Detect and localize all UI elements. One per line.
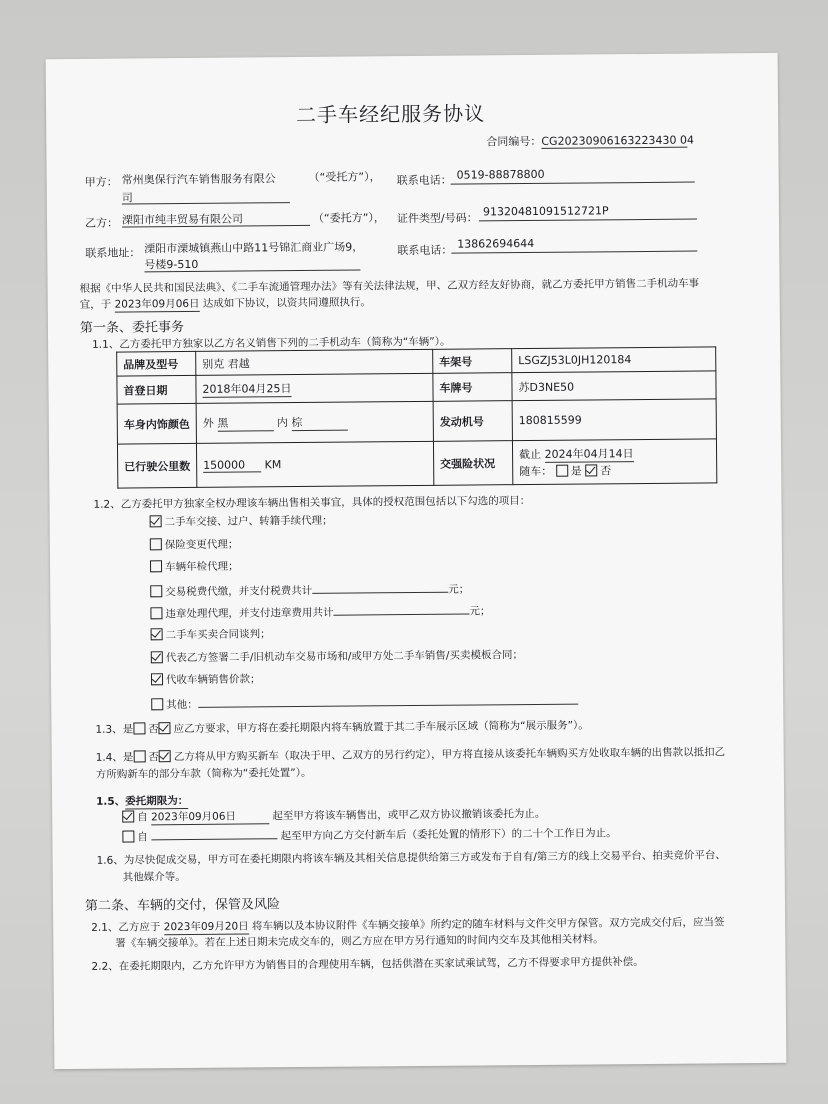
party-b-label: 乙方：: [84, 216, 119, 230]
contract-number-label: 合同编号：: [486, 134, 542, 149]
address-line1: 溧阳市溧城镇燕山中路11号锦汇商业广场9，: [144, 240, 364, 256]
amount-blank[interactable]: [312, 580, 448, 594]
authorization-label: 车辆年检代理；: [164, 560, 239, 574]
clause-1-3-yes-checkbox[interactable]: [133, 722, 145, 734]
other-blank[interactable]: [198, 691, 578, 707]
amount-suffix: 元；: [448, 583, 470, 596]
vehicle-info-table: [116, 346, 717, 488]
clause-1-5-heading: [96, 793, 188, 810]
party-b-role: （“委托方”），: [312, 211, 385, 225]
clause-2-1-date: 2023年09月20日: [163, 920, 249, 934]
clause-1-3: [95, 717, 588, 736]
party-a-phone: 0519-88878800: [456, 167, 545, 182]
party-b-phone: 13862694644: [457, 236, 535, 251]
term-row-2: [122, 823, 616, 844]
insurance-label: 交强险状况: [433, 441, 512, 486]
intro-date: 2023年09月06日: [114, 297, 200, 311]
authorization-checkbox[interactable]: [151, 673, 163, 685]
table-row: [117, 439, 716, 488]
clause-2-1-line2: 署《车辆交接单》。若在上述日期未完成交车的，则乙方应在甲方另行通知的时间内交车及其他相关材料。: [115, 933, 604, 950]
term-2-date-blank[interactable]: [151, 826, 277, 840]
registration-cell: [196, 373, 433, 403]
clause-1-3-yes-label: 是: [122, 723, 134, 736]
clause-1-6-line1: 为尽快促成交易，甲方可在委托期限内将该车辆及其相关信息提供给第三方或发布于自有/第三方的线上交易平台、拍卖竞价平台、: [123, 849, 726, 867]
party-b-phone-label: 联系电话：: [397, 243, 453, 258]
mileage-label: 已行驶公里数: [117, 443, 196, 488]
intro-line2-post: 达成如下协议，以资共同遵照执行。: [202, 296, 371, 310]
list-item: [150, 579, 469, 599]
intro-line1: 根据《中华人民共和国民法典》、《二手车流通管理办法》等有关法律法规，甲、乙双方经友好协商，就乙方委托甲方销售二手机动车事: [79, 277, 700, 295]
party-b-name: 溧阳市纯丰贸易有限公司: [121, 212, 244, 227]
insurance-date-row: [519, 444, 710, 463]
plate-label: 车牌号: [433, 373, 512, 402]
clause-2-2: [91, 954, 643, 974]
party-b-id: 91320481091512721P: [482, 204, 609, 219]
term-2-text: 起至甲方向乙方交付新车后（委托处置的情形下）的二十个工作日为止。: [280, 827, 617, 843]
authorization-checkbox[interactable]: [150, 515, 162, 527]
clause-1-6: [97, 847, 726, 867]
party-a-role: （“受托方”），: [308, 170, 381, 184]
term-1-checkbox[interactable]: [122, 810, 134, 822]
clause-2-1-pre: 乙方应于: [118, 921, 161, 934]
list-item: [150, 536, 239, 552]
authorization-checkbox[interactable]: [150, 538, 162, 550]
insurance-yes-checkbox[interactable]: [556, 465, 568, 477]
list-item: [150, 513, 333, 530]
party-a-label: 甲方：: [84, 175, 118, 189]
clause-1-3-no-checkbox[interactable]: [159, 722, 171, 734]
clause-2-2-num: 2.2、: [91, 960, 119, 973]
list-item: [151, 626, 271, 642]
party-a-phone-label: 联系电话：: [396, 173, 452, 188]
authorization-checkbox[interactable]: [151, 628, 163, 640]
amount-suffix: 元；: [469, 605, 491, 618]
exterior-color: 黑: [217, 414, 273, 431]
engine-value: 180815599: [512, 399, 716, 441]
clause-1-6-num: 1.6、: [96, 854, 124, 867]
table-row: [117, 399, 716, 444]
authorization-label: 违章处理代理，并支付违章费用共计: [165, 607, 334, 621]
clause-1-1: 1.1、乙方委托甲方独家以乙方名义销售下列的二手机动车（简称为“车辆”）。: [92, 335, 451, 351]
engine-label: 发动机号: [433, 401, 512, 442]
insurance-cell: [512, 439, 716, 485]
clause-1-4-yes-checkbox[interactable]: [133, 750, 145, 762]
insurance-follow-row: [519, 461, 710, 479]
contract-number: [486, 132, 695, 150]
insurance-prefix: 截止: [519, 447, 542, 462]
intro-line2-pre: 宜，于: [79, 298, 112, 311]
term-2-prefix: 自: [137, 831, 148, 844]
document-title: 二手车经纪服务协议: [295, 101, 486, 128]
term-1-text: 起至甲方将该车辆售出，或甲乙双方协议撤销该委托为止。: [272, 807, 546, 823]
clause-2-1-num: 2.1、: [91, 921, 119, 934]
party-a-name-line1: 常州奥保行汽车销售服务有限公: [121, 172, 276, 187]
registration-label: 首登日期: [117, 375, 196, 404]
term-2-checkbox[interactable]: [122, 830, 134, 842]
clause-1-4-no-label: 否: [148, 751, 159, 764]
party-a-underline: [122, 202, 290, 204]
interior-color: 棕: [291, 414, 347, 431]
exterior-prefix: 外: [202, 416, 214, 430]
authorization-checkbox[interactable]: [150, 585, 162, 597]
address-line2: 号楼9-510: [144, 257, 199, 272]
term-1-prefix: 自: [137, 811, 148, 824]
article-1-heading: 第一条、委托事务: [79, 320, 185, 336]
article-2-heading: 第二条、车辆的交付，保管及风险: [84, 897, 281, 914]
color-label: 车身内饰颜色: [117, 403, 196, 444]
amount-blank[interactable]: [333, 602, 469, 616]
clause-1-3-num: 1.3、: [95, 723, 123, 736]
list-item: [151, 647, 523, 665]
term-row-1: [122, 806, 545, 826]
mileage-value: 150000: [203, 458, 261, 473]
intro-line2: [80, 294, 371, 313]
authorization-checkbox[interactable]: [150, 608, 162, 620]
clause-1-4-line2: 方所购新车的部分车款（简称为“委托处置”）。: [95, 766, 312, 781]
list-item: [151, 691, 578, 712]
mileage-cell: [196, 441, 433, 487]
plate-value: 苏D3NE50: [512, 371, 716, 401]
clause-1-5-title: 委托期限为：: [125, 794, 189, 808]
list-item: [150, 602, 490, 622]
authorization-label: 二手车买卖合同谈判；: [165, 628, 271, 642]
term-1-date: 2023年09月06日: [151, 808, 269, 825]
vin-value: LSGZJ53L0JH120184: [512, 347, 716, 373]
insurance-date: 2024年04月14日: [544, 447, 634, 461]
insurance-no-checkbox[interactable]: [585, 464, 597, 476]
list-item: [151, 672, 261, 688]
brand-label: 品牌及型号: [117, 351, 196, 376]
authorization-label: 代表乙方签署二手/旧机动车交易市场和/或甲方处二手车销售/买卖模板合同；: [165, 648, 523, 664]
mileage-unit: KM: [264, 457, 282, 471]
insurance-yes-label: 是: [570, 464, 582, 478]
authorization-checkbox[interactable]: [151, 698, 163, 710]
party-a-phone-underline: [451, 182, 695, 185]
clause-1-4-no-checkbox[interactable]: [159, 750, 171, 762]
party-b-id-underline: [479, 219, 697, 222]
interior-prefix: 内: [276, 416, 288, 430]
address-label: 联系地址：: [85, 246, 141, 260]
clause-2-1-text: 将车辆以及本协议附件《车辆交接单》所约定的随车材料与文件交甲方保管。双方完成交付后，应当签: [251, 916, 725, 933]
brand-value: 别克 君越: [196, 349, 433, 375]
clause-1-4-num: 1.4、: [95, 751, 123, 764]
clause-1-3-text: 应乙方要求，甲方将在委托期限内将车辆放置于其二手车展示区域（简称为“展示服务”）。: [173, 719, 589, 736]
authorization-label: 二手车交接、过户、转籍手续代理；: [164, 514, 333, 529]
clause-1-2-intro: 1.2、乙方委托甲方独家全权办理该车辆出售相关事宜，具体的授权范围包括以下勾选的项目：: [93, 495, 531, 511]
authorization-checkbox[interactable]: [150, 560, 162, 572]
authorization-label: 保险变更代理；: [164, 538, 239, 551]
vin-label: 车架号: [433, 349, 512, 374]
clause-1-4-text: 乙方将从甲方购买新车（取决于甲、乙双方的另行约定），甲方将直接从该委托车辆购买方处收取车辆的出售款以抵扣乙: [173, 746, 726, 764]
registration-value: 2018年04月25日: [202, 382, 292, 396]
authorization-checkbox[interactable]: [151, 651, 163, 663]
list-item: [150, 559, 239, 575]
insurance-follow-label: 随车：: [519, 464, 553, 479]
clause-1-6-line2: 其他媒介等。: [122, 871, 186, 884]
party-b-id-label: 证件类型/号码：: [396, 211, 478, 226]
authorization-label: 其他：: [166, 698, 198, 711]
party-b-phone-underline: [451, 251, 697, 254]
clause-2-2-text: 在委托期限内，乙方允许甲方为销售目的合理使用车辆，包括供潜在买家试乘试驾，乙方不得要求甲方提供补偿。: [118, 956, 644, 973]
contract-number-value: CG20230906163223430 04: [541, 133, 695, 148]
authorization-label: 交易税费代缴，并支付税费共计: [165, 584, 313, 598]
color-cell: [196, 401, 433, 443]
authorization-label: 代收车辆销售价款；: [165, 673, 261, 687]
clause-1-3-no-label: 否: [148, 723, 159, 736]
clause-1-4: [96, 744, 726, 764]
insurance-no-label: 否: [600, 464, 612, 478]
party-a-name-line2: 司: [121, 191, 133, 205]
contract-paper: [46, 53, 787, 1069]
clause-1-4-yes-label: 是: [122, 751, 134, 764]
clause-1-5-num: 1.5、: [96, 795, 126, 808]
